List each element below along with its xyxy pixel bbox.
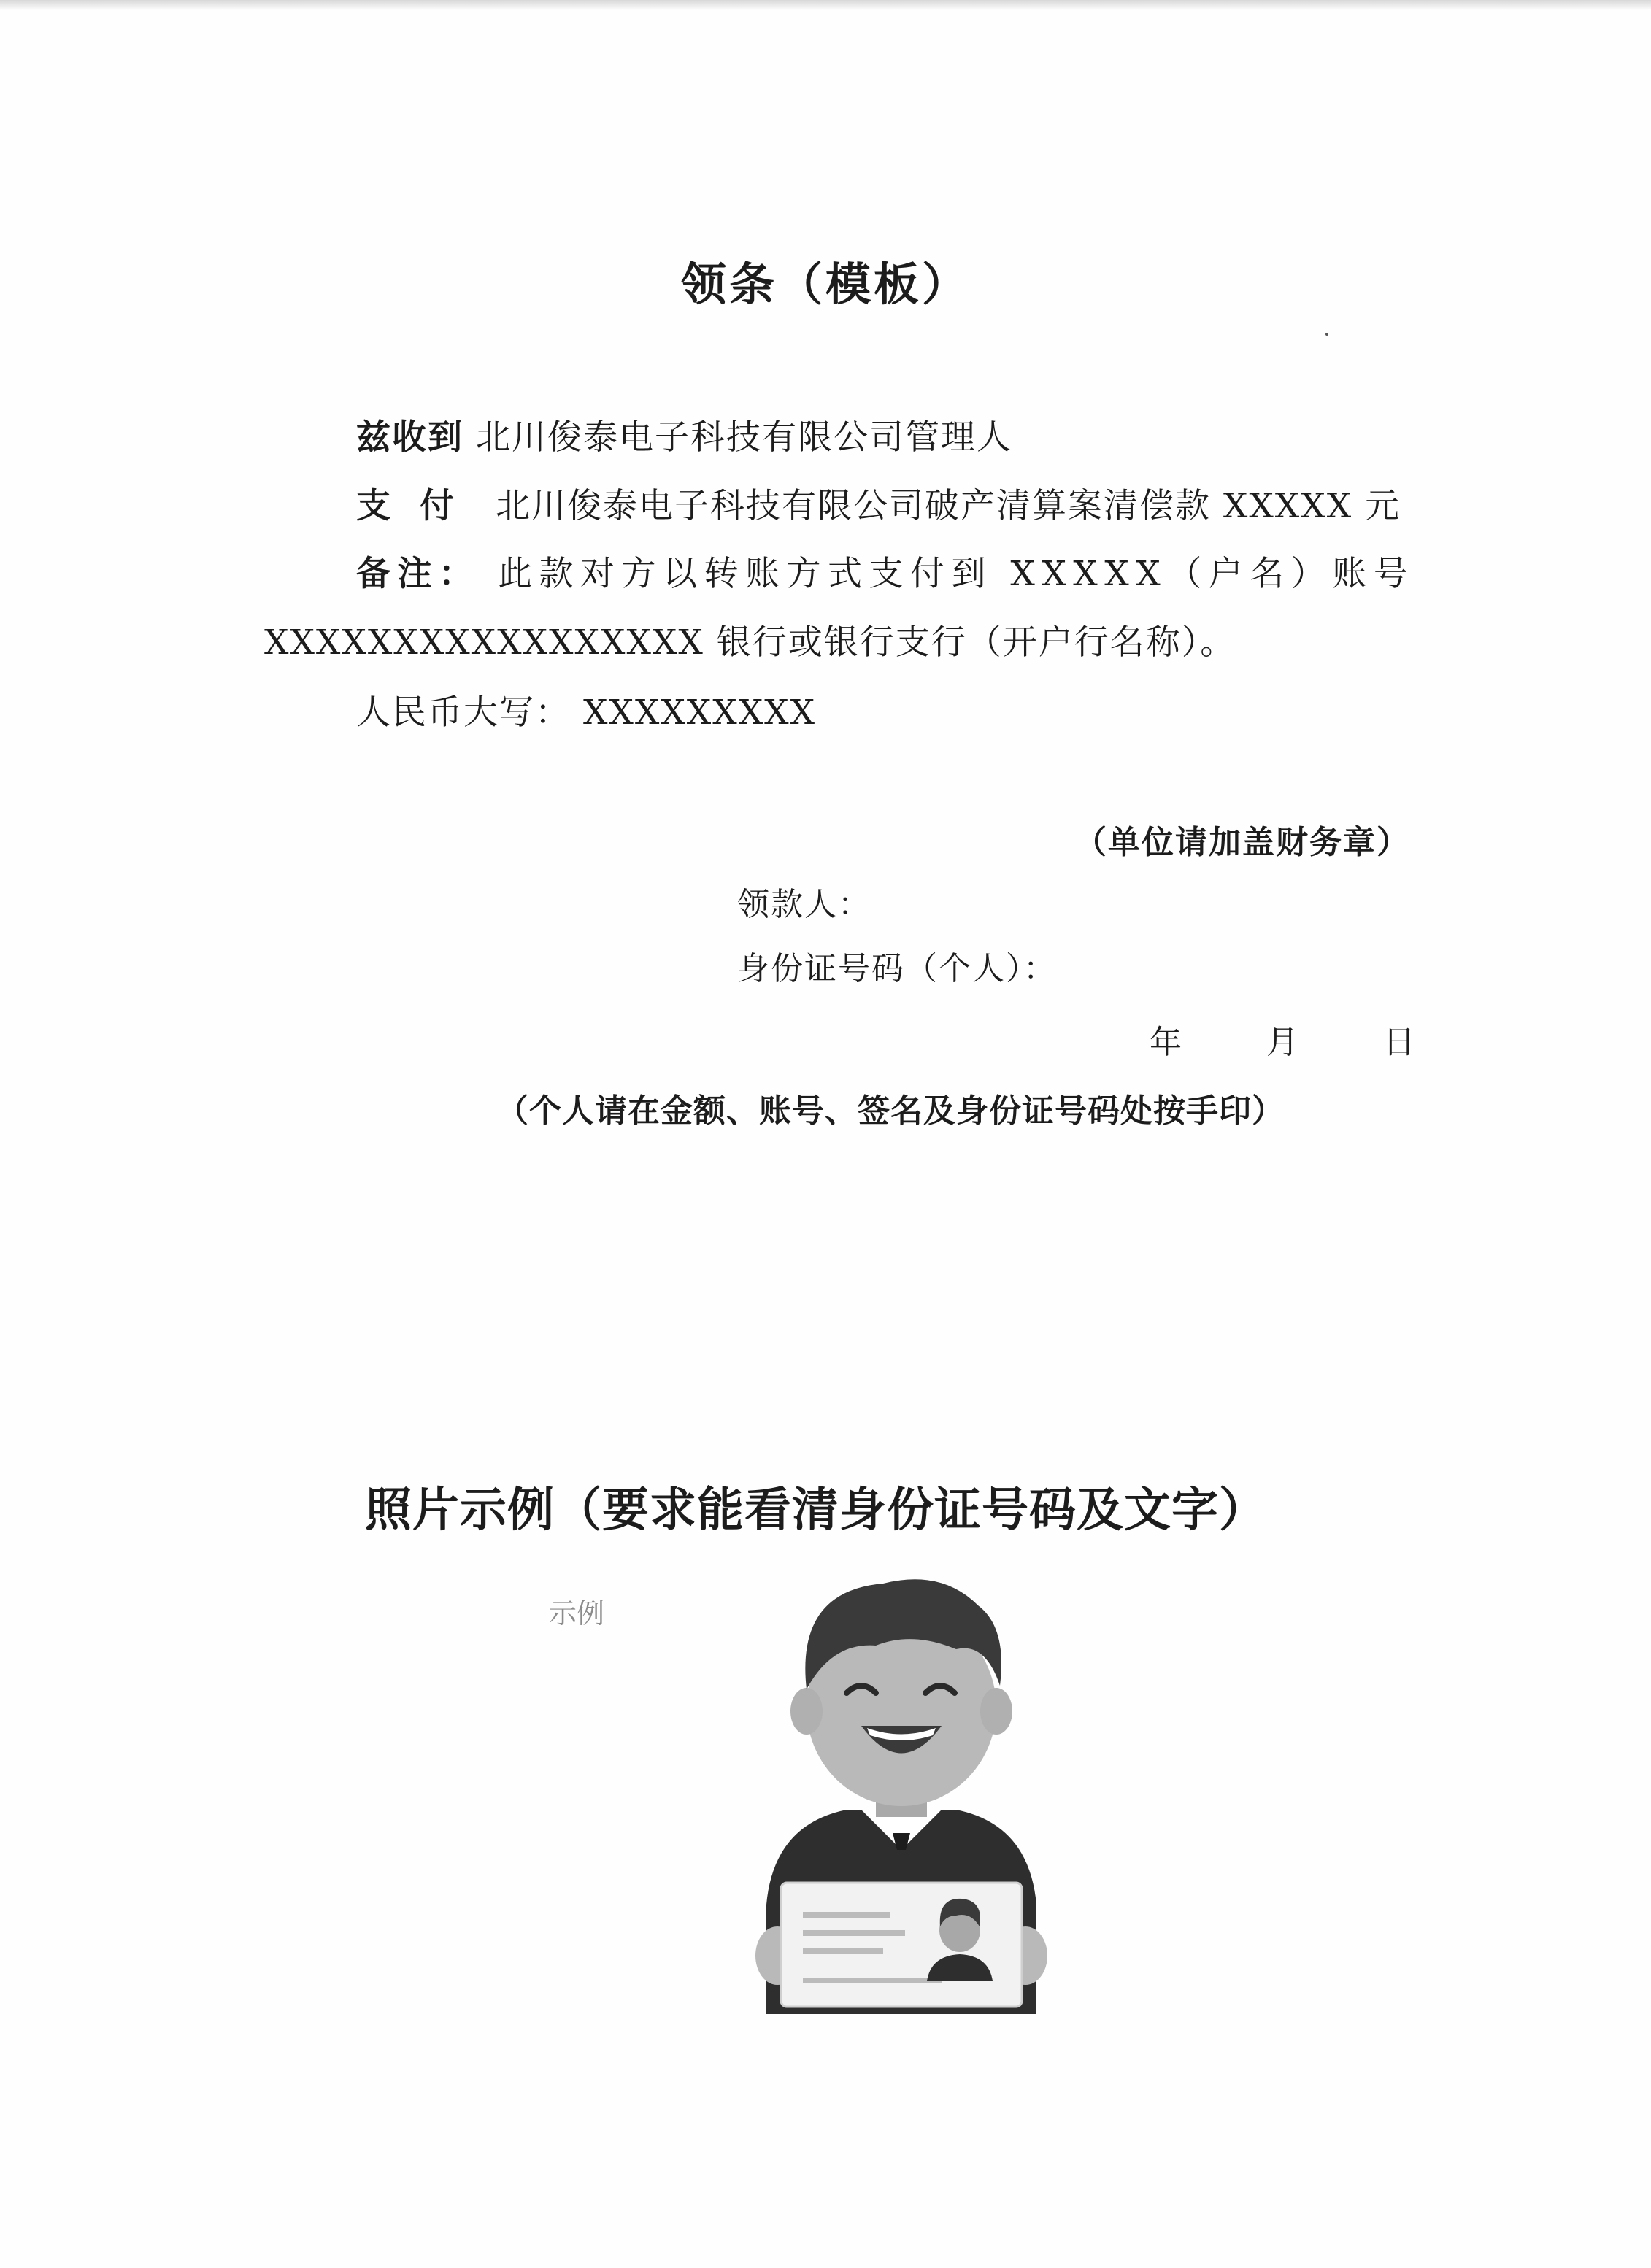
scan-speck [1325, 333, 1328, 336]
id-card-text-line [803, 1930, 905, 1936]
received-from-line [356, 417, 1012, 458]
fingerprint-note: （个人请在金额、账号、签名及身份证号码处按手印） [496, 1092, 1285, 1130]
left-ear [790, 1688, 823, 1735]
id-card-shape [781, 1883, 1022, 2007]
id-card-text-line [803, 1978, 942, 1983]
date-day: 日 [1383, 1024, 1415, 1061]
remark-line-1 [356, 554, 1415, 594]
date-month: 月 [1266, 1024, 1298, 1061]
id-card-text-line [803, 1948, 883, 1954]
person-holding-id-card-illustration [737, 1562, 1066, 2014]
payment-line [356, 486, 1401, 526]
scan-edge [0, 0, 1651, 10]
sample-label: 示例 [549, 1597, 605, 1629]
received-from-value: 北川俊泰电子科技有限公司管理人 [475, 417, 1012, 458]
id-card-text-line [803, 1912, 890, 1918]
remark-line-2 [264, 622, 1236, 663]
seal-note: （单位请加盖财务章） [1074, 824, 1410, 861]
right-ear [980, 1688, 1012, 1735]
date-year: 年 [1150, 1024, 1182, 1061]
id-number-label: 身份证号码（个人）： [737, 950, 1057, 987]
photo-example-title: 照片示例（要求能看清身份证号码及文字） [365, 1484, 1266, 1538]
document-title: 领条（模板） [680, 258, 970, 311]
payee-label: 领款人： [737, 886, 871, 923]
rmb-upper-line [356, 693, 817, 733]
remark-text-1: 此款对方以转账方式支付到 XXXXX（户名）账号 [497, 554, 1415, 594]
remark-label: 备注： [356, 554, 480, 594]
rmb-upper-value: XXXXXXXXX [582, 693, 817, 733]
payment-label: 支付 [356, 486, 483, 526]
payment-value: 北川俊泰电子科技有限公司破产清算案清偿款 XXXXX 元 [495, 486, 1401, 526]
received-from-label: 兹收到 [356, 417, 463, 458]
remark-text-2: XXXXXXXXXXXXXXXXX 银行或银行支行（开户行名称）。 [264, 622, 1236, 663]
rmb-upper-label: 人民币大写： [356, 693, 571, 733]
